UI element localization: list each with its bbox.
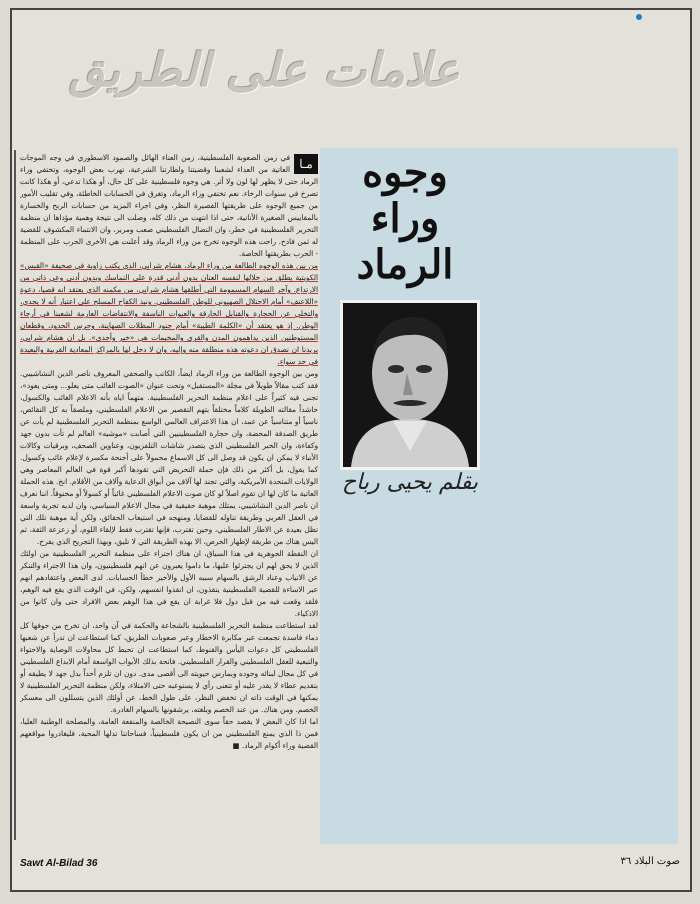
article-paragraph: اما اذا كان البعض لا يقصد حقاً سوى النصيحة الخالصة والمنفعة العامة، والمصلحة الوطنية العليا، فمن ذا الذي يمنع الفلسطيني من ان يكون فلسطينياً، فساحاتنا تدلها المحبة، فليغادروا مواقعهم القصية وراء أكوام الرماد. ■ [20, 717, 318, 750]
section-title: علامات على الطريق [69, 43, 460, 97]
article-body [20, 152, 318, 847]
author-byline: بقلم يحيى رباح [341, 470, 479, 495]
article-title [350, 150, 460, 288]
blue-dot-mark [636, 14, 642, 20]
article-paragraph: لقد استطاعت منظمة التحرير الفلسطينية بالشجاعة والحكمة في آن واحد، ان تخرج من جوفها كل دماء فاسدة تجمعت عبر مكابرة الاخطار وعبر صعوبات الطريق، كما استطاعت ان تدرأ عن شعبها الفلسطيني كل دعوات اليأس والقنوط، كما استطاعت ان تحبط كل محاولات الوصاية والاحتواء والتبعية للعقل الفلسطيني والقرار الفلسطيني. فاتحة بذلك الأبواب الواسعة أمام الابداع الفلسطيني في كل مجال لبنائه وجوده وبمارس حيويته الى أقصى مدى. دون ان تلزم أحداً بدل جهد لا يطيقه أو بتقديم عطاء لا يقدر عليه أو تتعنى رأي لا يستوعبه حتى الامتلاء، ولكن منظمة التحرير الفلسطينية لا يمكنها في الوقت ذاته ان تخفض النظر، على طول الخط، عن أولئك الذين يتسللون الى معسكر الخصم. ومن هناك. من عند الخصم وبلغته، يرشقونها بالسهام الغادرة. [20, 621, 318, 714]
author-photo [340, 300, 480, 470]
article-paragraph [20, 152, 318, 260]
paragraph-text: في زمن الصعوبة الفلسطينية، زمن العناء الهائل والصمود الاسطوري في وجه الموجات العاتية من العداء لشعبنا وقضيتنا ولطارتنا الشرعية، تهرب بعض الوجوه، وتختفي وراء الرماد حتى لا يظهر لها لون ولا أثر. هي وجوه فلسطينية على كل حال، أو هكذا تدعي، أو هكذا كانت تصرخ في سنوات الرخاء. نعم تختفي وراء الرماد، وتغرق في الحسابات الخاطئة، وفي تقليب الأمور من جميع الوجوه على طريقتها القصيرة النظر، وفي اجراء المزيد من حسابات الربح والخسارة بالمقاييس الصغيرة الأنانية، حتى اذا انتهت من ذلك كله، وصلت الى نتيجة وهمية مؤداها ان منظمة التحرير الفلسطينية في خطر، وان النضال الفلسطيني صعب ومرير، وان الانتماء المكشوف للقضية له ثمن فادح. راحت هذه الوجوه تخرج من وراء الرماد وقد أعلنت هي الأخرى الحرب على المنظمة - الحرب بطريقتها الخاصة. [20, 153, 318, 258]
footer-page-label-arabic: صوت البلاد ٣٦ [620, 856, 680, 867]
article-paragraph: ومن بين الوجوه الطالعة من وراء الرماد ايضاً، الكاتب والصحفي المعروف ناصر الدين النشاشيبي. فقد كتب مقالاً طويلاً في مجلة «المستقبل» وتحت عنوان «الصوت الغائب متى يعلو... ومتى يعود»، تجنى فيه كثيراً على اعلام منظمة التحرير الفلسطينية. متهماً اياه بأنه الاعلام الغائب والكسول، حاشداً مقالته الطويلة كلاماً مختلقاً بتهم التقصير من الاعلام الفلسطيني، وملصقاً به كل النقائص، ناسياً أو متناسياً عن عمد، ان هذا الاعتراف العالمي الواسع بمنظمة التحرير الفلسطينية لم يأت عن طريق الصدفة المحضة، وان حجارة الفلسطينيين التي أصابت «موشيه» العالم لم تأت بدون جهد وكفاءة، وان الخبر الفلسطيني الذي يتصدر شاشات التلفزيون، وعناوين الصحف، وبرقيات وكالات الأنباء لا يمكن ان يكون قد وصل الى كل الاسماع محمولاً على أجنحة مكسرة لإعلام غائب وكسول. كما يقول، بل أكثر من ذلك فإن حملة التحريض التي تقودها أكبر قوة في العالم المعاصر وهي الولايات المتحدة الأمريكية، والتي تجند لها آلاف من أبواق الدعاية وآلاف من الأقلام. انخ. هذه الحملة العاتية ما كان لها ان تقوم اصلاً لو كان صوت الاعلام الفلسطيني غائباً أو كسولاً أو مخنوقاً. اننا نعرف ان ناصر الدين النشاشيبي، يمتلك موهبة حقيقية في مجال الاعلام السياسي، وان لديه تجربة واسعة في العقل الغربي وطريقة تناوله للقضايا، ومنهجه في استيعاب الحقائق، ولكن أية موهبة تلك التي تظل بعيدة عن الاطار الفلسطيني، وحين تقترب، فإنها تقترب فقط لإلقاء اللوم، أو زعزعة الثقة، ثم اليس هناك من طريقة لإظهار الحرص، الا بهذه الطريقة التي لا تليق، وبهذا التجريح الذي يفرح. [20, 369, 318, 546]
article-paragraph: من بين هذه الوجوه الطالعة من وراء الرماد، هشام شرابي، الذي يكتب زاوية في صحيفة «القبس» الكويتية يطلق من خلالها لنفسه العنان بدون أدنى قدرة على التماسك وبدون أدنى وعي ذاتي من الارتداع. وآخر السهام المسمومة التي أطلقها هشام شرابي، من مكمنه الذي يعتقد انه قصيا، دعوة «اللاعنف» أمام الاحتلال الصهيوني للوطن الفلسطيني. ونبذ الكفاح المسلح على اعتبار أنه لا يجدي، والتخلي عن الحجارة والقنابل الحارقة والعبوات الناسفة والانتفاضات العارمة لشعبنا في أرجاء الوطن. إذ هو يعتقد أن «الكلمة الطيبة» أمام جنود المظلات الصهاينة، وحرس الحدود، وقطعان المستوطنين الذين يداهمون المدن والقرى والمخيمات هي «خير وأجدى». بل ان هشام شرابي، يريدنا ان نصدق ان دعوته هذه منطلقة منه وإليه، وان لا دخل لها بالمراكز المعادية القريبة والبعيدة في حد سواء. [20, 261, 318, 366]
article-paragraph: ان النقطة الجوهرية في هذا السياق، ان هناك اجتراء على منظمة التحرير الفلسطينية من اولئك الذين لا يحق لهم ان يجترئوا عليها، ما داموا يعبرون عن انهم فلسطينيون، وان هذا الاجتراء والتنكر عن الانياب وعناد الرشق بالسهام سببه الأول والأخير خطأ الحسابات. لدى البعض واعتقادهم انهم عبر الاساءة للقضية الفلسطينية ينقذون، ان انقذوا انفسهم، ولكن، في الوقت الذي يقع فيه الوهم، فلقد وقعت فيه من قبل دول فلا غرابة ان يقع في هذا الوهم بعض الافراد حتى وان كانوا من الاذكياء. [20, 549, 318, 618]
article-title-line-2: وراء الرماد [356, 195, 454, 288]
article-title-line-1: وجوه [362, 149, 448, 196]
left-border-rule [14, 150, 16, 840]
intro-mark-icon: مـا [294, 154, 318, 174]
footer-page-label-latin: Sawt Al-Bilad 36 [20, 858, 98, 869]
portrait-image [343, 303, 477, 467]
